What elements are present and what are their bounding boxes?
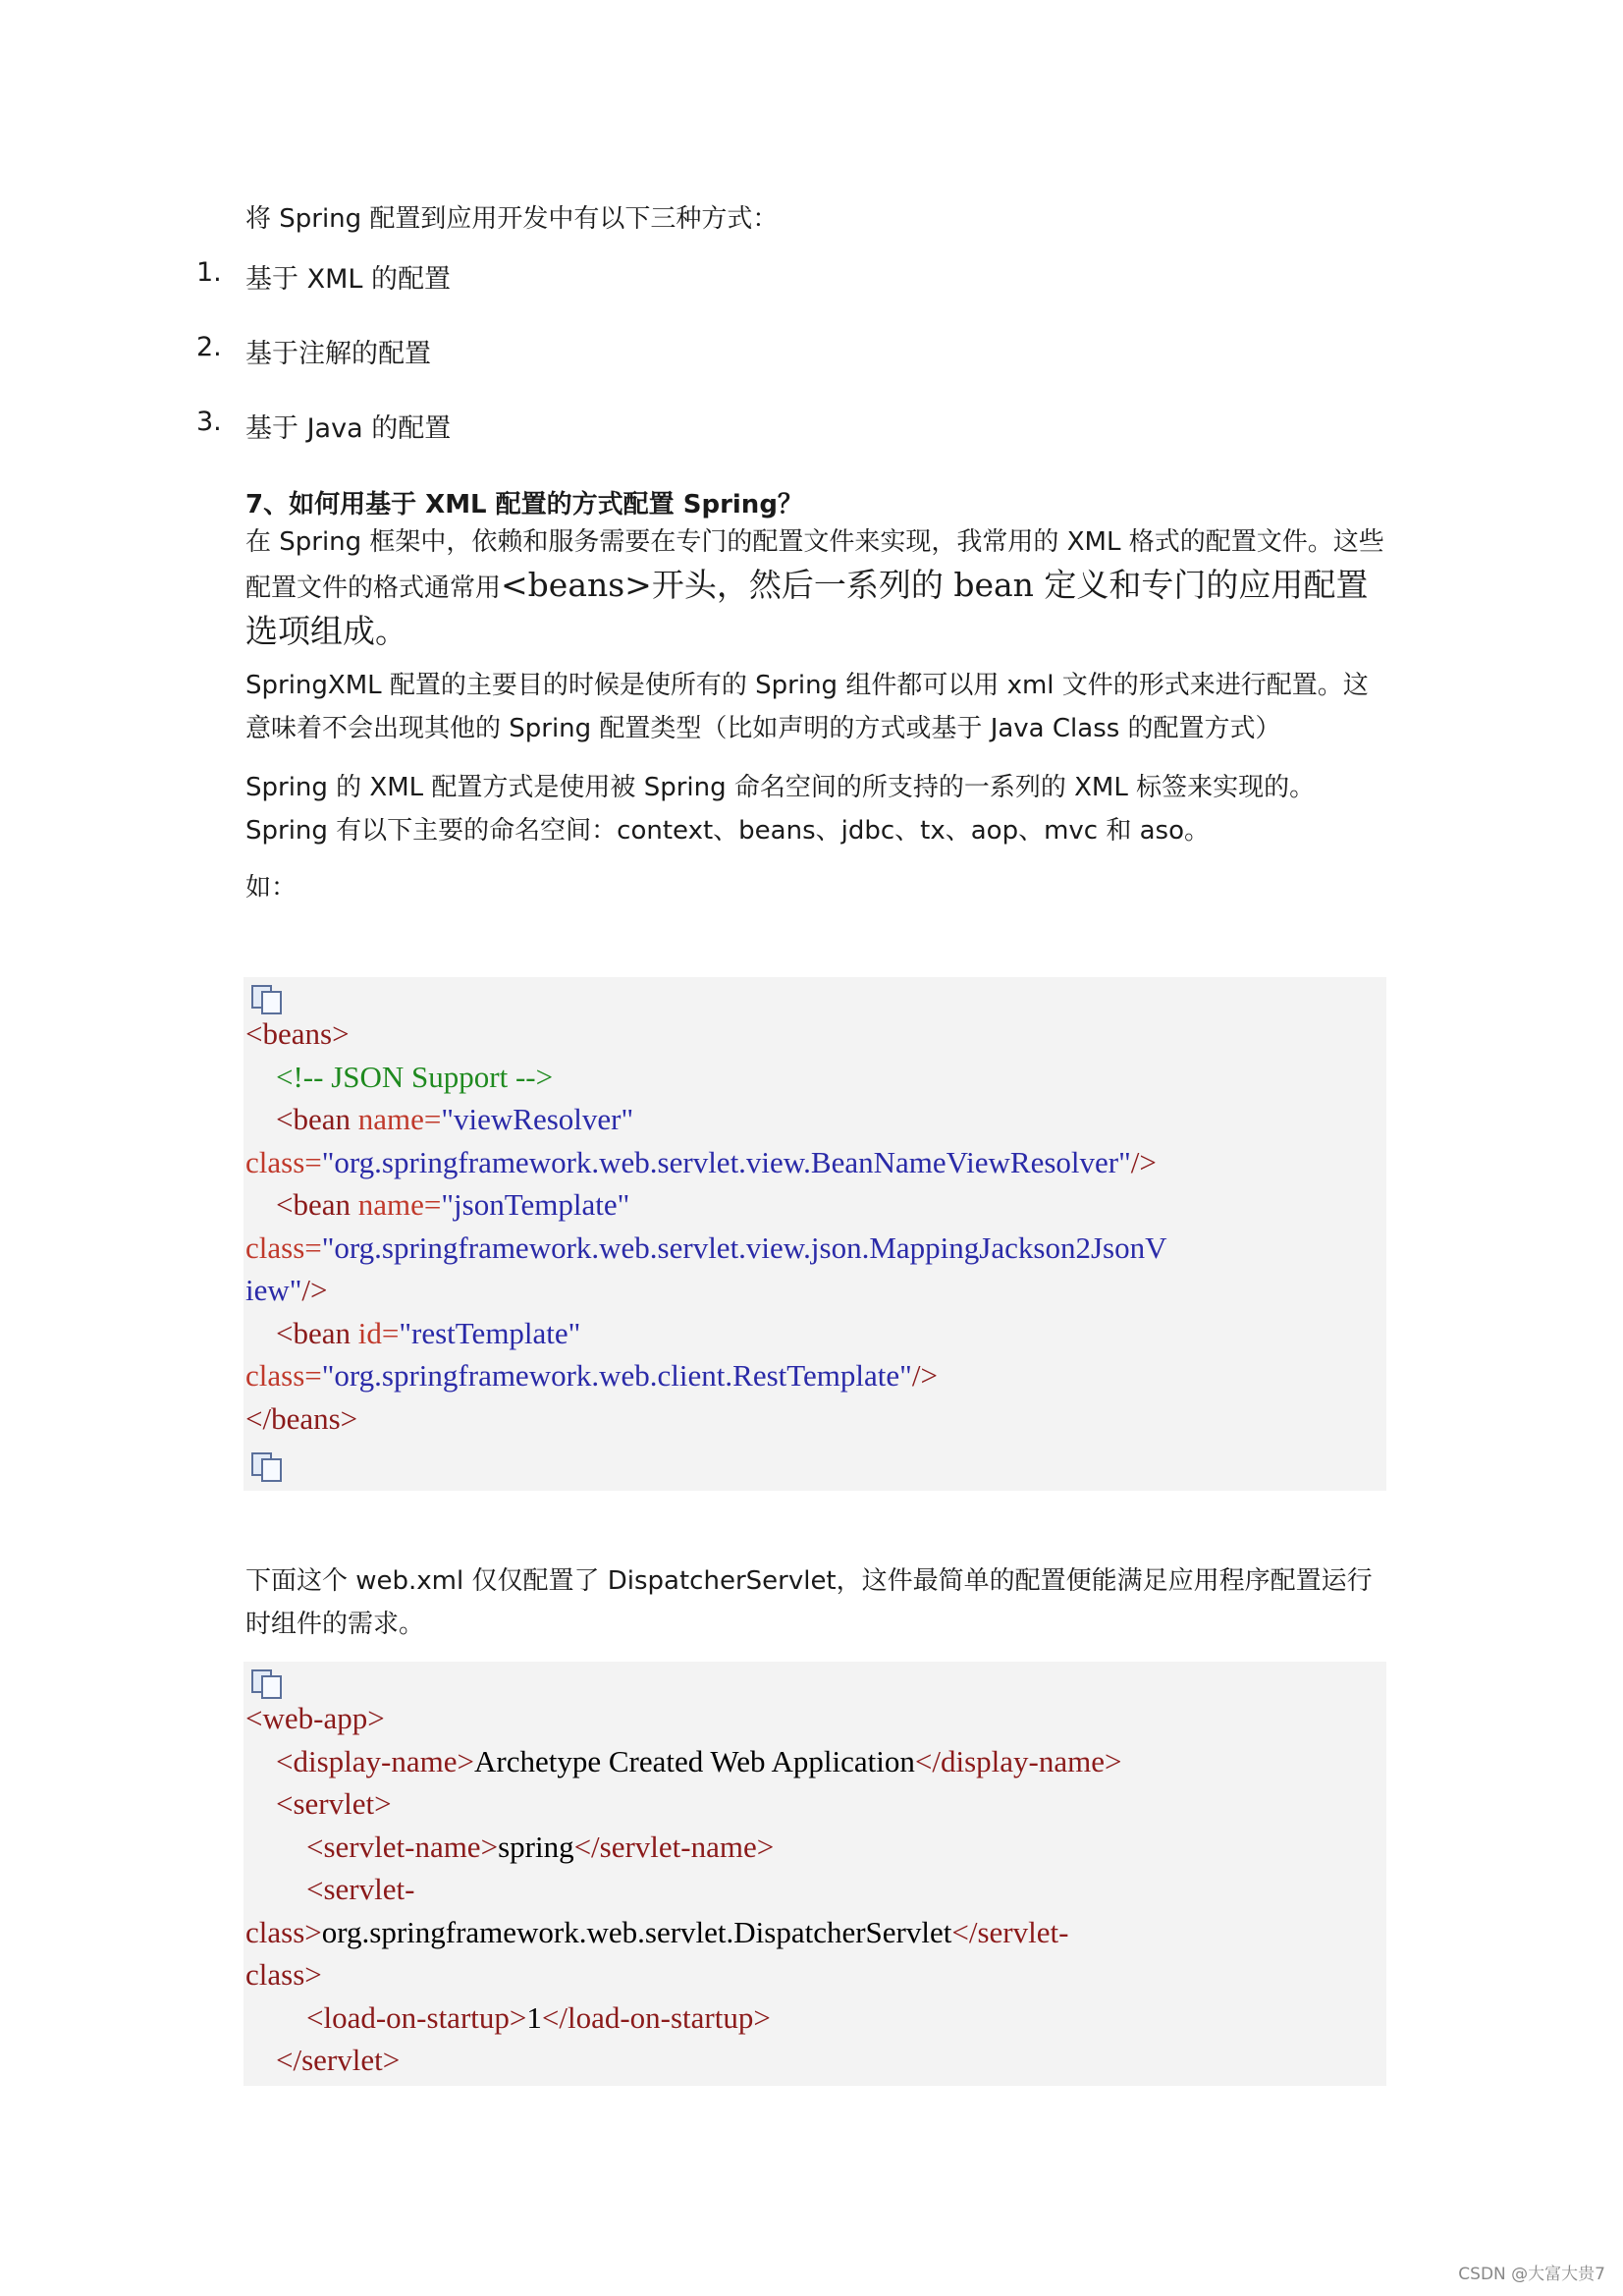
- paragraph-text: 在 Spring 框架中，依赖和服务需要在专门的配置文件来实现，我常用的 XML 格式的配置文件。这些配置文件的格式通常用: [245, 527, 1384, 603]
- code-listing: <web-app> <display-name>Archetype Created Web Application</display-name> <servlet> <servlet-name>spring</servlet-name> <servlet- class>org.springframework.web.servlet.DispatcherServlet</servlet- class> <load-on-startup>1</load-on-startup> </servlet>: [245, 1701, 1122, 2077]
- code-block-beans: [243, 977, 1386, 1491]
- copy-icon[interactable]: [251, 1669, 281, 1695]
- question-title: 7、如何用基于 XML 配置的方式配置 Spring？: [245, 490, 803, 519]
- paragraph-xml-config: [245, 520, 1384, 656]
- list-number: 2.: [196, 332, 222, 362]
- code-listing: <beans> <!-- JSON Support --> <bean name="viewResolver" class="org.springframework.web.servlet.view.BeanNameViewResolver"/> <bean name="jsonTemplate" class="org.springframework.web.servlet.view.json.MappingJackson2JsonV iew"/> <bean id="restTemplate" class="org.springframework.web.client.RestTemplate"/> </beans>: [245, 1016, 1167, 1436]
- paragraph-text-large: <beans>开头，然后一系列的 bean 定义和专门的应用配置选项组成。: [245, 566, 1369, 650]
- list-number: 1.: [196, 257, 222, 288]
- intro-text: 将 Spring 配置到应用开发中有以下三种方式：: [245, 204, 779, 234]
- copy-icon[interactable]: [251, 985, 281, 1011]
- watermark-footer: CSDN @大富大贵7: [1458, 2265, 1605, 2284]
- list-number: 3.: [196, 407, 222, 437]
- example-label: 如：: [245, 873, 298, 902]
- copy-icon[interactable]: [251, 1452, 281, 1478]
- list-label: 基于注解的配置: [245, 339, 431, 369]
- paragraph-namespaces: Spring 的 XML 配置方式是使用被 Spring 命名空间的所支持的一系列的 XML 标签来实现的。Spring 有以下主要的命名空间：context、beans、jdbc、tx、aop、mvc 和 aso。: [245, 773, 1316, 846]
- code-block-webxml: [243, 1662, 1386, 2086]
- list-label: 基于 Java 的配置: [245, 413, 452, 444]
- paragraph-purpose: SpringXML 配置的主要目的时候是使所有的 Spring 组件都可以用 xml 文件的形式来进行配置。这意味着不会出现其他的 Spring 配置类型（比如声明的方式或基于 Java Class 的配置方式）: [245, 671, 1369, 743]
- paragraph-webxml: 下面这个 web.xml 仅仅配置了 DispatcherServlet，这件最简单的配置便能满足应用程序配置运行时组件的需求。: [245, 1566, 1373, 1639]
- list-label: 基于 XML 的配置: [245, 264, 451, 295]
